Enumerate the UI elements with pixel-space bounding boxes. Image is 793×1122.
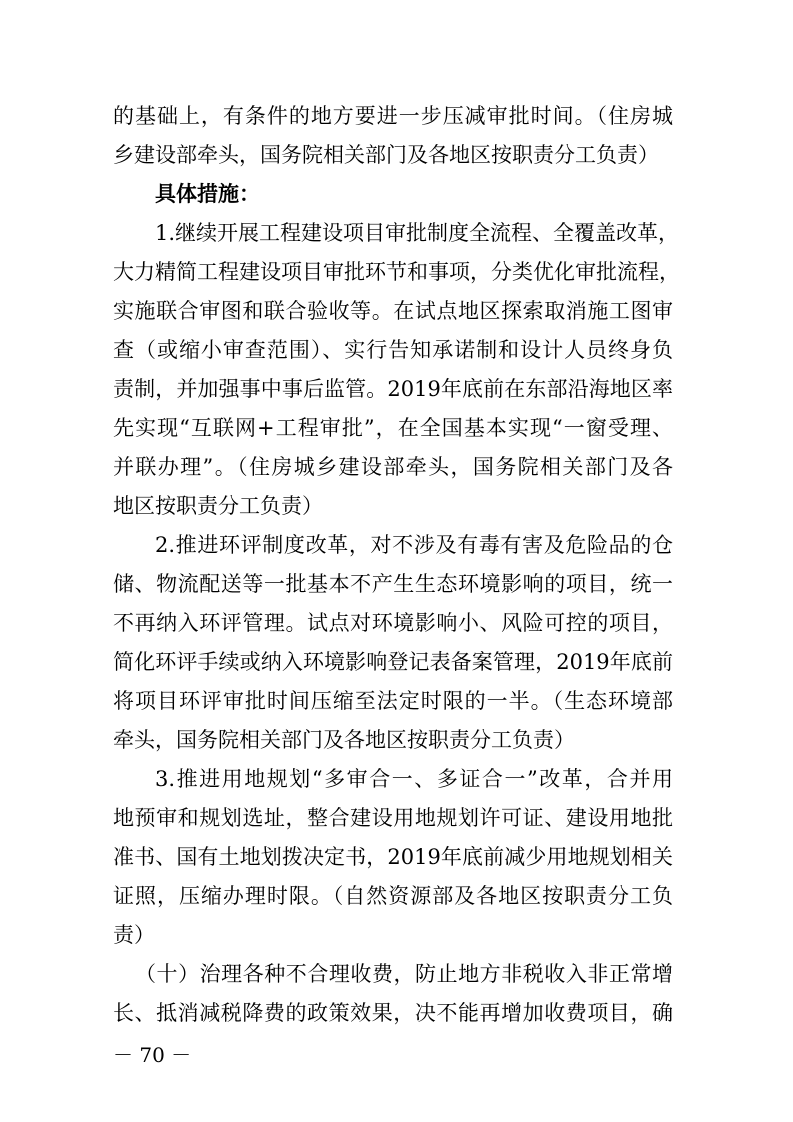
text-line-18: 3.推进用地规划“多审合一、多证合一”改革，合并用 xyxy=(155,767,673,791)
text-line-9: 先实现“互联网+工程审批”，在全国基本实现“一窗受理、 xyxy=(113,416,673,440)
text-line-6: 实施联合审图和联合验收等。在试点地区探索取消施工图审 xyxy=(113,299,673,323)
text-line-22: 责） xyxy=(113,923,155,947)
text-line-17: 牵头，国务院相关部门及各地区按职责分工负责） xyxy=(113,728,575,752)
text-line-13: 储、物流配送等一批基本不产生生态环境影响的项目，统一 xyxy=(113,572,673,596)
text-line-14: 不再纳入环评管理。试点对环境影响小、风险可控的项目， xyxy=(113,611,673,635)
text-line-24: 长、抵消减税降费的政策效果，决不能再增加收费项目，确 xyxy=(113,1001,673,1025)
text-line-10: 并联办理”。（住房城乡建设部牵头，国务院相关部门及各 xyxy=(113,455,673,479)
text-line-5: 大力精简工程建设项目审批环节和事项，分类优化审批流程， xyxy=(113,260,680,284)
text-line-19: 地预审和规划选址，整合建设用地规划许可证、建设用地批 xyxy=(113,806,673,830)
text-line-23: （十）治理各种不合理收费，防止地方非税收入非正常增 xyxy=(135,962,673,986)
text-line-16: 将项目环评审批时间压缩至法定时限的一半。（生态环境部 xyxy=(113,689,673,713)
text-line-2: 乡建设部牵头，国务院相关部门及各地区按职责分工负责） xyxy=(113,143,659,167)
text-line-15: 简化环评手续或纳入环境影响登记表备案管理，2019年底前 xyxy=(113,650,673,674)
text-line-4: 1.继续开展工程建设项目审批制度全流程、全覆盖改革， xyxy=(155,221,680,245)
text-line-11: 地区按职责分工负责） xyxy=(113,494,323,518)
text-line-21: 证照，压缩办理时限。（自然资源部及各地区按职责分工负 xyxy=(113,884,673,908)
text-line-1: 的基础上，有条件的地方要进一步压减审批时间。（住房城 xyxy=(113,104,673,128)
text-line-8: 责制，并加强事中事后监管。2019年底前在东部沿海地区率 xyxy=(113,377,673,401)
page-number: － 70 － xyxy=(113,1043,192,1067)
section-heading: 具体措施： xyxy=(155,181,260,206)
text-line-20: 准书、国有土地划拨决定书，2019年底前减少用地规划相关 xyxy=(113,845,673,869)
text-line-12: 2.推进环评制度改革，对不涉及有毒有害及危险品的仓 xyxy=(155,533,673,557)
text-line-7: 查（或缩小审查范围）、实行告知承诺制和设计人员终身负 xyxy=(113,338,673,362)
